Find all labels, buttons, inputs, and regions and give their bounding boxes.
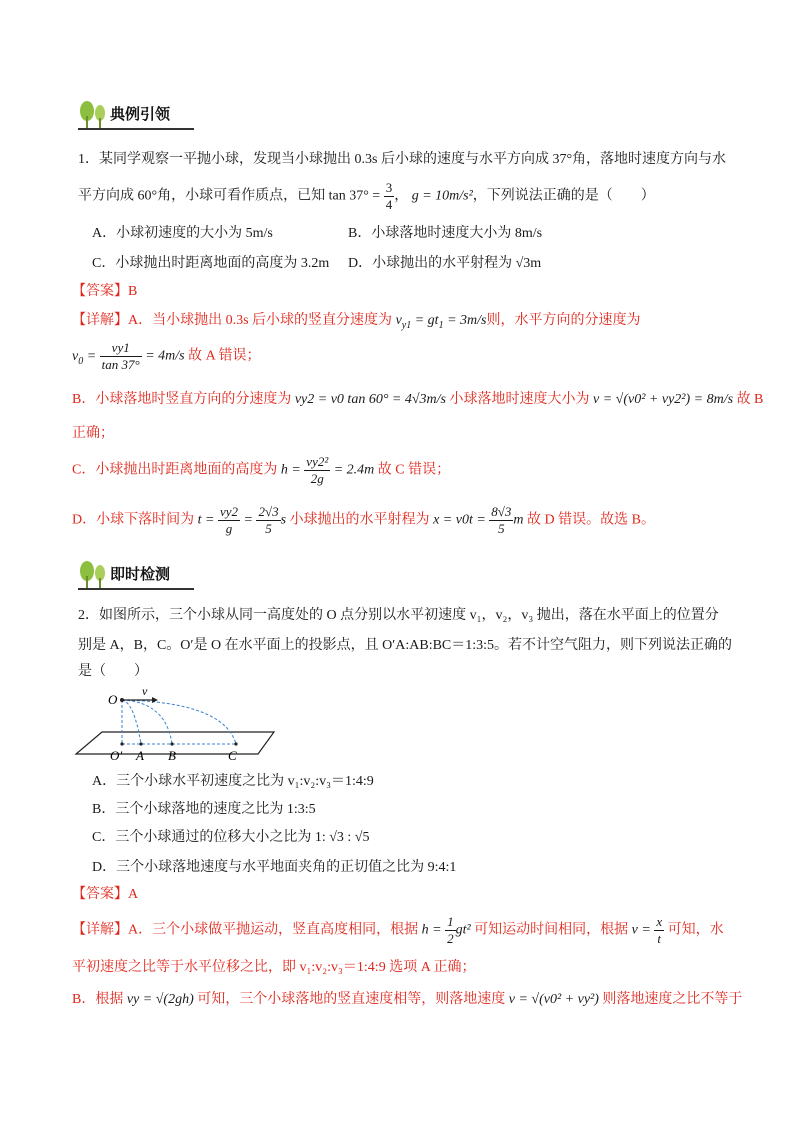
math-v: v = [631,922,651,938]
frac-num: 2√3 [258,504,279,519]
q2-line2: 别是 A，B，C。O′是 O 在水平面上的投影点，且 O′A:AB:BC＝1:3:5。若不计空气阻力，则下列说法正确的 [78,638,733,653]
q1-option-b: B．小球落地时速度大小为 8m/s [348,226,543,241]
tree-icon [78,100,108,128]
frac-num: x [656,914,663,929]
trajectory-c [122,700,236,744]
q1-explain-line3 [72,388,763,408]
frac-num: vy2 [219,504,239,519]
section-title: 典例引领 [110,105,171,123]
frac-x [489,504,513,537]
point-o [120,698,124,702]
point-b [170,742,173,745]
explain-text: 可知，水 [667,922,724,938]
tree-icon [78,560,108,588]
math-vy1 [395,313,487,331]
var: = 3m/s [443,313,487,328]
q1-line2a: 平方向成 60°角，小球可看作质点，已知 tan 37° = [78,188,381,204]
frac-t2 [256,504,280,537]
math-result: = 2.4m [333,462,375,478]
frac-den: 4 [385,197,393,212]
frac-num: 1 [447,914,454,929]
frac-den: 2g [310,471,324,486]
frac-den: 2 [447,931,454,946]
math-eq: = [243,512,253,528]
section-header-examples [78,100,194,130]
section-rule [78,128,194,130]
var: = gt [411,313,439,328]
q1-line2 [78,180,655,213]
var: v [395,313,402,328]
label-b: B [168,748,176,763]
label-v: v [142,684,148,698]
q1-explain-line2 [72,340,260,378]
var: v [72,348,79,364]
frac-num: 3 [385,180,393,195]
math-vy: vy = √(2gh) [126,992,194,1007]
frac-xt [654,914,664,947]
q1-option-c: C．小球抛出时距离地面的高度为 3.2m [92,256,330,271]
q2-option-d: D．三个小球落地速度与水平地面夹角的正切值之比为 9:4:1 [92,860,457,875]
frac-h [304,454,330,487]
frac-half [445,914,456,947]
q1-answer: 【答案】B [72,284,138,299]
q2-answer: 【答案】A [72,887,139,902]
frac-num: vy2² [306,454,329,469]
point-a [139,742,142,745]
sub: 1 [438,319,444,331]
label-a: A [136,748,144,763]
sub: 0 [78,355,84,367]
explain-text: 故 B [736,392,764,407]
q2-explain-line2: 平初速度之比等于水平位移之比，即 v₁:v₂:v₃＝1:4:9 选项 A 正确； [72,960,476,975]
q1-gravity: g = 10m/s² [411,188,473,204]
math-unit: s [280,512,287,528]
explain-text: 故 A 错误； [188,348,261,364]
explain-text: 则，水平方向的分速度为 [486,313,641,328]
frac-den: tan 37° [101,357,140,372]
explain-text: 故 C 错误； [377,462,451,478]
explain-text: B．根据 [72,992,124,1007]
section-rule [78,588,194,590]
explain-text: 故 D 错误。故选 B。 [527,512,655,528]
q2-line1: 2．如图所示，三个小球从同一高度处的 O 点分别以水平初速度 v₁，v₂，v₃ 抛出，落在水平面上的位置分 [78,608,719,623]
frac-v0 [100,340,142,373]
math-gt2: gt² [455,922,471,938]
math-vy2: vy2 = v0 tan 60° = 4√3m/s [294,392,446,407]
frac-den: g [225,521,233,536]
var: = [83,348,97,364]
point-o-prime [120,742,123,745]
frac-den: 5 [498,521,505,536]
q1-explain-line5 [72,454,450,487]
q1-line2b: ， [394,188,409,204]
q1-line2d: ，下列说法正确的是（ ） [472,188,655,204]
frac-den: 5 [265,521,272,536]
q1-explain-line1 [72,309,640,331]
explain-text: 可知运动时间相同，根据 [474,922,629,938]
q1-option-a: A．小球初速度的大小为 5m/s [92,226,273,241]
math-v0 [72,348,97,367]
label-o-prime: O′ [110,748,123,763]
q1-explain-line4: 正确； [72,426,114,441]
explain-text: 小球抛出的水平射程为 [289,512,430,528]
math-t: t = [197,512,215,528]
math-h: h = [421,922,442,938]
math-result: = 4m/s [145,348,185,364]
math-v: v = √(v0² + vy2²) = 8m/s [593,392,734,407]
sub: y1 [401,319,412,331]
section-title: 即时检测 [110,565,171,583]
frac-den: t [657,931,662,946]
frac-num: vy1 [100,340,142,357]
q1-explain-line6 [72,504,655,537]
explain-text: 【详解】A．三个小球做平抛运动，竖直高度相同，根据 [72,922,419,938]
explain-text: 可知，三个小球落地的竖直速度相等，则落地速度 [197,992,506,1007]
explain-text: 小球落地时速度大小为 [449,392,590,407]
point-c [234,742,237,745]
label-c: C [228,748,237,763]
q2-option-a: A．三个小球水平初速度之比为 v₁:v₂:v₃＝1:4:9 [92,774,374,789]
explain-text: C．小球抛出时距离地面的高度为 [72,462,278,478]
trajectory-a [122,700,141,744]
math-unit: m [513,512,524,528]
q2-explain-line3 [72,988,742,1008]
math-v: v = √(v0² + vy²) [508,992,599,1007]
math-h: h = [280,462,301,478]
q1-frac [384,180,395,213]
frac-t [218,504,240,537]
q2-option-c: C．三个小球通过的位移大小之比为 1: √3 : √5 [92,830,370,845]
explain-text: 则落地速度之比不等于 [602,992,743,1007]
label-o: O [108,692,118,707]
math-x: x = v0t = [433,512,486,528]
explain-text: 【详解】A．当小球抛出 0.3s 后小球的竖直分速度为 [72,313,393,328]
q1-line1: 1．某同学观察一平抛小球，发现当小球抛出 0.3s 后小球的速度与水平方向成 37°角，落地时速度方向与水 [78,152,727,167]
q2-line3: 是（ ） [78,664,148,679]
explain-text: D．小球下落时间为 [72,512,195,528]
section-header-quiz [78,560,194,590]
q2-explain-line1 [72,914,724,947]
explain-text: B．小球落地时竖直方向的分速度为 [72,392,292,407]
frac-num: 8√3 [491,504,512,519]
q1-option-d: D．小球抛出的水平射程为 √3m [348,256,542,271]
q2-figure [74,684,294,764]
q2-option-b: B．三个小球落地的速度之比为 1:3:5 [92,802,316,817]
